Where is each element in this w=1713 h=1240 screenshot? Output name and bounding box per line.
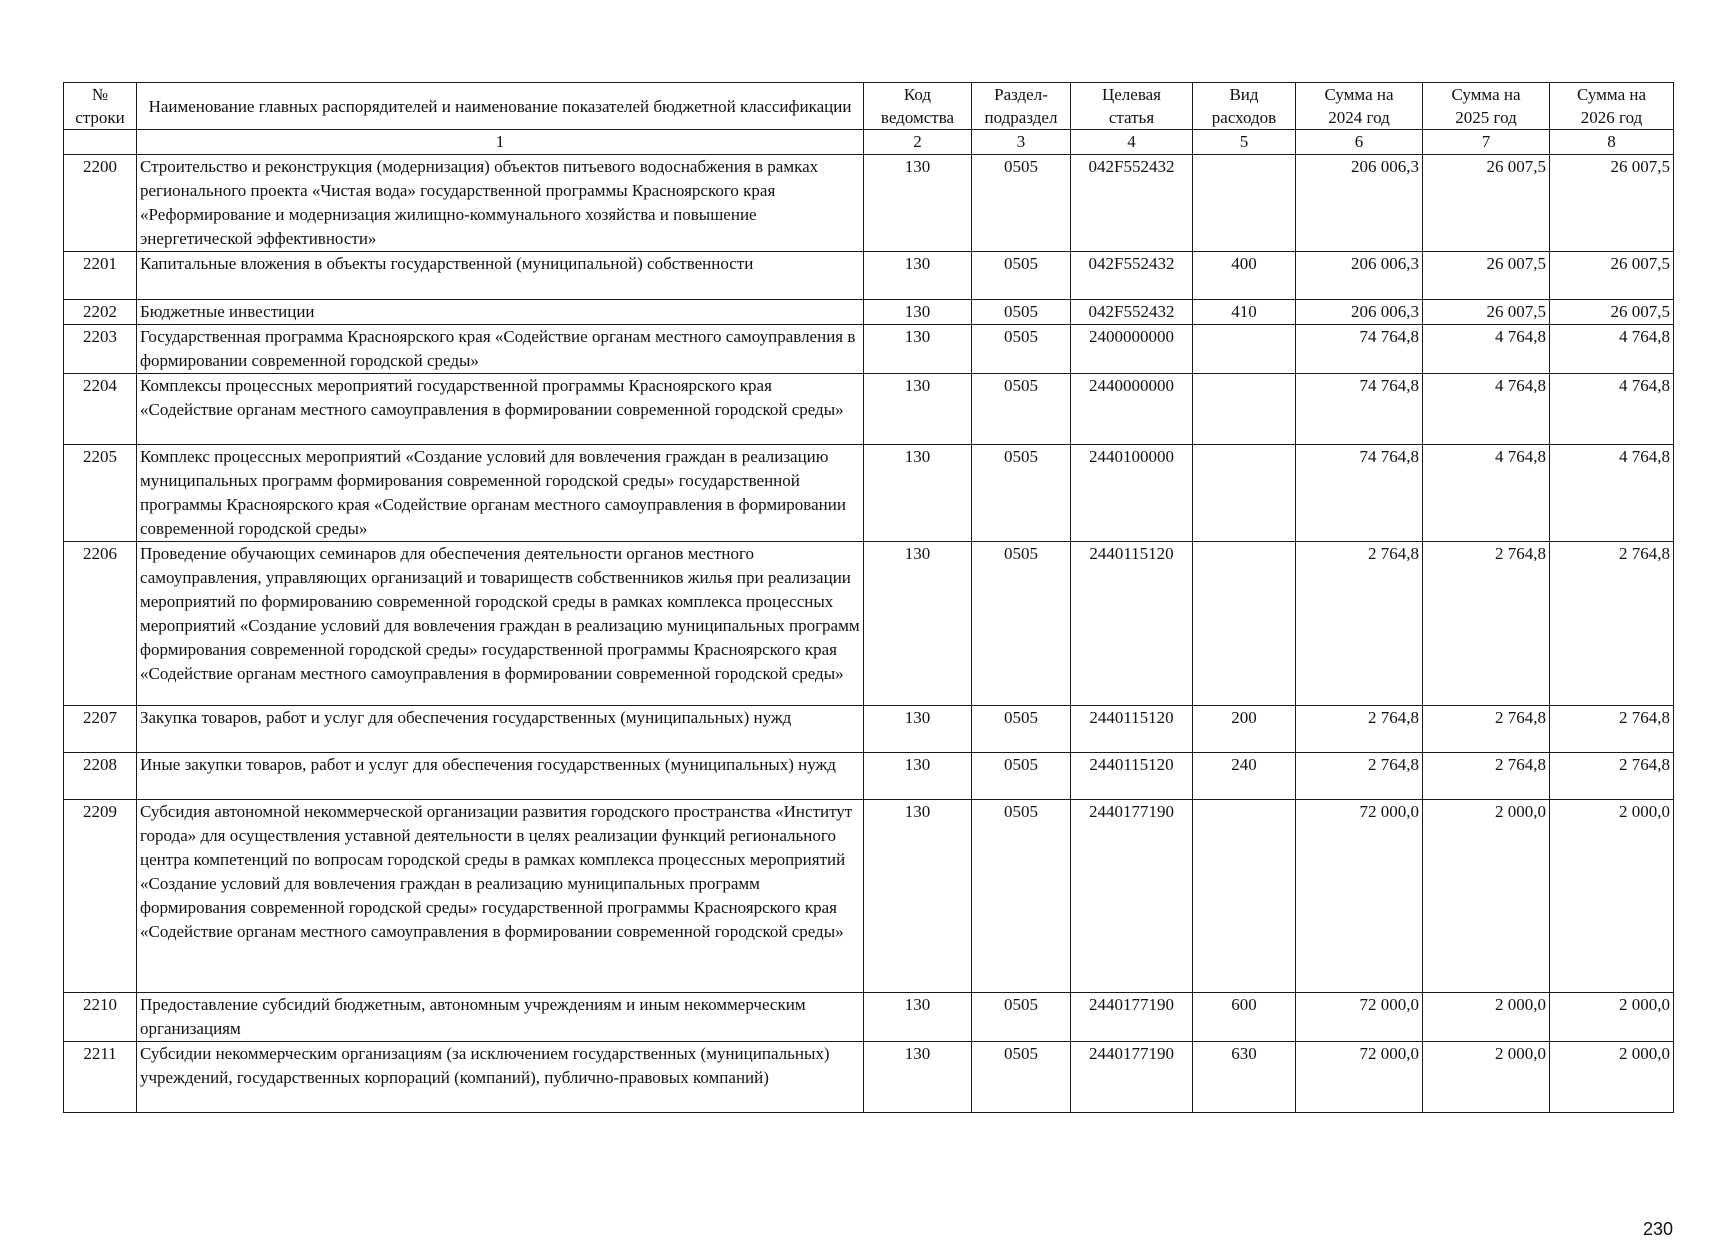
- row-amount-2024: 206 006,3: [1296, 252, 1423, 300]
- row-department-code: 130: [864, 252, 972, 300]
- row-number: 2201: [64, 252, 137, 300]
- table-row: [64, 325, 1674, 374]
- header-target-article: Целевая статья: [1071, 83, 1193, 130]
- row-expense-type: [1193, 445, 1296, 542]
- table-row: [64, 993, 1674, 1042]
- row-expense-type: [1193, 374, 1296, 445]
- row-target-article: 2440115120: [1071, 542, 1193, 706]
- row-amount-2026: 4 764,8: [1550, 445, 1674, 542]
- row-section: 0505: [972, 445, 1071, 542]
- table-row: [64, 800, 1674, 993]
- row-amount-2026: 2 000,0: [1550, 993, 1674, 1042]
- row-amount-2026: 2 764,8: [1550, 542, 1674, 706]
- row-amount-2025: 2 000,0: [1423, 800, 1550, 993]
- row-amount-2025: 4 764,8: [1423, 445, 1550, 542]
- header-row-number: № строки: [64, 83, 137, 130]
- row-amount-2024: 72 000,0: [1296, 1042, 1423, 1113]
- row-number: 2204: [64, 374, 137, 445]
- row-name: Субсидии некоммерческим организациям (за исключением государственных (муниципальных) учреждений, государственных корпораций (компаний), публично-правовых компаний): [137, 1042, 864, 1113]
- row-department-code: 130: [864, 542, 972, 706]
- row-expense-type: 400: [1193, 252, 1296, 300]
- row-target-article: 2440177190: [1071, 800, 1193, 993]
- row-name: Иные закупки товаров, работ и услуг для обеспечения государственных (муниципальных) нужд: [137, 753, 864, 800]
- column-index: 2: [864, 130, 972, 155]
- row-number: 2203: [64, 325, 137, 374]
- row-amount-2026: 2 764,8: [1550, 706, 1674, 753]
- row-amount-2025: 26 007,5: [1423, 155, 1550, 252]
- row-number: 2209: [64, 800, 137, 993]
- column-index: 7: [1423, 130, 1550, 155]
- row-amount-2024: 74 764,8: [1296, 325, 1423, 374]
- table-row: [64, 300, 1674, 325]
- row-amount-2024: 2 764,8: [1296, 753, 1423, 800]
- row-department-code: 130: [864, 753, 972, 800]
- row-expense-type: 240: [1193, 753, 1296, 800]
- header-amount-2024: Сумма на 2024 год: [1296, 83, 1423, 130]
- row-amount-2025: 26 007,5: [1423, 252, 1550, 300]
- table-row: [64, 542, 1674, 706]
- row-name: Капитальные вложения в объекты государственной (муниципальной) собственности: [137, 252, 864, 300]
- column-index: 8: [1550, 130, 1674, 155]
- row-section: 0505: [972, 155, 1071, 252]
- row-amount-2025: 26 007,5: [1423, 300, 1550, 325]
- row-amount-2025: 2 764,8: [1423, 542, 1550, 706]
- row-expense-type: 200: [1193, 706, 1296, 753]
- budget-table: [63, 82, 1674, 1113]
- row-target-article: 2440100000: [1071, 445, 1193, 542]
- row-target-article: 042F552432: [1071, 300, 1193, 325]
- table-row: [64, 1042, 1674, 1113]
- row-name: Субсидия автономной некоммерческой организации развития городского пространства «Институт города» для осуществления уставной деятельности в целях реализации функций регионального центра компетенций по вопросам городской среды в рамках комплекса процессных мероприятий «Создание условий для вовлечения граждан в реализацию муниципальных программ формирования современной городской среды» государственной программы Красноярского края «Содействие органам местного самоуправления в формировании современной городской среды»: [137, 800, 864, 993]
- row-expense-type: 410: [1193, 300, 1296, 325]
- row-amount-2026: 4 764,8: [1550, 325, 1674, 374]
- row-target-article: 2440115120: [1071, 706, 1193, 753]
- row-number: 2211: [64, 1042, 137, 1113]
- row-section: 0505: [972, 374, 1071, 445]
- row-amount-2026: 2 000,0: [1550, 1042, 1674, 1113]
- budget-document: [63, 82, 1674, 1239]
- table-row: [64, 753, 1674, 800]
- row-expense-type: [1193, 800, 1296, 993]
- row-section: 0505: [972, 993, 1071, 1042]
- row-section: 0505: [972, 252, 1071, 300]
- row-amount-2026: 26 007,5: [1550, 300, 1674, 325]
- row-target-article: 2440177190: [1071, 993, 1193, 1042]
- row-target-article: 2440115120: [1071, 753, 1193, 800]
- row-amount-2026: 4 764,8: [1550, 374, 1674, 445]
- row-department-code: 130: [864, 706, 972, 753]
- row-amount-2024: 2 764,8: [1296, 542, 1423, 706]
- header-section: Раздел- подраздел: [972, 83, 1071, 130]
- row-amount-2024: 74 764,8: [1296, 445, 1423, 542]
- row-section: 0505: [972, 800, 1071, 993]
- row-name: Закупка товаров, работ и услуг для обеспечения государственных (муниципальных) нужд: [137, 706, 864, 753]
- header-name: Наименование главных распорядителей и наименование показателей бюджетной классификации: [137, 83, 864, 130]
- row-name: Строительство и реконструкция (модернизация) объектов питьевого водоснабжения в рамках регионального проекта «Чистая вода» государственной программы Красноярского края «Реформирование и модернизация жилищно-коммунального хозяйства и повышение энергетической эффективности»: [137, 155, 864, 252]
- row-department-code: 130: [864, 155, 972, 252]
- header-department-code: Код ведомства: [864, 83, 972, 130]
- row-section: 0505: [972, 706, 1071, 753]
- page-number: 230: [1643, 1219, 1674, 1239]
- row-amount-2024: 206 006,3: [1296, 155, 1423, 252]
- row-amount-2024: 2 764,8: [1296, 706, 1423, 753]
- row-name: Проведение обучающих семинаров для обеспечения деятельности органов местного самоуправления, управляющих организаций и товариществ собственников жилья при реализации мероприятий по формированию современной городской среды в рамках комплекса процессных мероприятий «Создание условий для вовлечения граждан в реализацию муниципальных программ формирования современной городской среды» государственной программы Красноярского края «Содействие органам местного самоуправления в формировании современной городской среды»: [137, 542, 864, 706]
- row-name: Предоставление субсидий бюджетным, автономным учреждениям и иным некоммерческим организациям: [137, 993, 864, 1042]
- row-number: 2200: [64, 155, 137, 252]
- row-amount-2025: 2 000,0: [1423, 1042, 1550, 1113]
- row-department-code: 130: [864, 993, 972, 1042]
- row-amount-2024: 72 000,0: [1296, 993, 1423, 1042]
- row-amount-2025: 4 764,8: [1423, 325, 1550, 374]
- column-index-row: [64, 130, 1674, 155]
- row-target-article: 042F552432: [1071, 252, 1193, 300]
- row-amount-2026: 2 764,8: [1550, 753, 1674, 800]
- row-name: Комплекс процессных мероприятий «Создание условий для вовлечения граждан в реализацию муниципальных программ формирования современной городской среды» государственной программы Красноярского края «Содействие органам местного самоуправления в формировании современной городской среды»: [137, 445, 864, 542]
- row-amount-2025: 2 764,8: [1423, 706, 1550, 753]
- header-amount-2026: Сумма на 2026 год: [1550, 83, 1674, 130]
- header-amount-2025: Сумма на 2025 год: [1423, 83, 1550, 130]
- row-number: 2210: [64, 993, 137, 1042]
- row-department-code: 130: [864, 325, 972, 374]
- row-amount-2026: 26 007,5: [1550, 155, 1674, 252]
- row-department-code: 130: [864, 1042, 972, 1113]
- row-expense-type: [1193, 325, 1296, 374]
- row-target-article: 2440177190: [1071, 1042, 1193, 1113]
- row-number: 2208: [64, 753, 137, 800]
- row-section: 0505: [972, 1042, 1071, 1113]
- table-row: [64, 252, 1674, 300]
- row-number: 2206: [64, 542, 137, 706]
- row-target-article: 042F552432: [1071, 155, 1193, 252]
- row-amount-2025: 2 764,8: [1423, 753, 1550, 800]
- table-row: [64, 706, 1674, 753]
- row-section: 0505: [972, 542, 1071, 706]
- row-section: 0505: [972, 753, 1071, 800]
- column-index: 3: [972, 130, 1071, 155]
- row-number: 2207: [64, 706, 137, 753]
- row-amount-2024: 72 000,0: [1296, 800, 1423, 993]
- row-amount-2024: 74 764,8: [1296, 374, 1423, 445]
- row-name: Комплексы процессных мероприятий государственной программы Красноярского края «Содействие органам местного самоуправления в формировании современной городской среды»: [137, 374, 864, 445]
- row-number: 2205: [64, 445, 137, 542]
- row-amount-2026: 2 000,0: [1550, 800, 1674, 993]
- row-expense-type: 630: [1193, 1042, 1296, 1113]
- row-amount-2024: 206 006,3: [1296, 300, 1423, 325]
- table-row: [64, 445, 1674, 542]
- row-department-code: 130: [864, 300, 972, 325]
- header-row: [64, 83, 1674, 130]
- header-expense-type: Вид расходов: [1193, 83, 1296, 130]
- row-expense-type: 600: [1193, 993, 1296, 1042]
- column-index-empty: [64, 130, 137, 155]
- row-department-code: 130: [864, 374, 972, 445]
- column-index: 4: [1071, 130, 1193, 155]
- column-index: 6: [1296, 130, 1423, 155]
- row-number: 2202: [64, 300, 137, 325]
- column-index: 1: [137, 130, 864, 155]
- row-amount-2026: 26 007,5: [1550, 252, 1674, 300]
- row-name: Бюджетные инвестиции: [137, 300, 864, 325]
- row-target-article: 2440000000: [1071, 374, 1193, 445]
- row-section: 0505: [972, 300, 1071, 325]
- row-department-code: 130: [864, 800, 972, 993]
- row-expense-type: [1193, 542, 1296, 706]
- table-body: [64, 155, 1674, 1113]
- row-expense-type: [1193, 155, 1296, 252]
- row-department-code: 130: [864, 445, 972, 542]
- column-index: 5: [1193, 130, 1296, 155]
- table-row: [64, 155, 1674, 252]
- row-amount-2025: 4 764,8: [1423, 374, 1550, 445]
- row-target-article: 2400000000: [1071, 325, 1193, 374]
- row-name: Государственная программа Красноярского края «Содействие органам местного самоуправления в формировании современной городской среды»: [137, 325, 864, 374]
- table-row: [64, 374, 1674, 445]
- row-section: 0505: [972, 325, 1071, 374]
- row-amount-2025: 2 000,0: [1423, 993, 1550, 1042]
